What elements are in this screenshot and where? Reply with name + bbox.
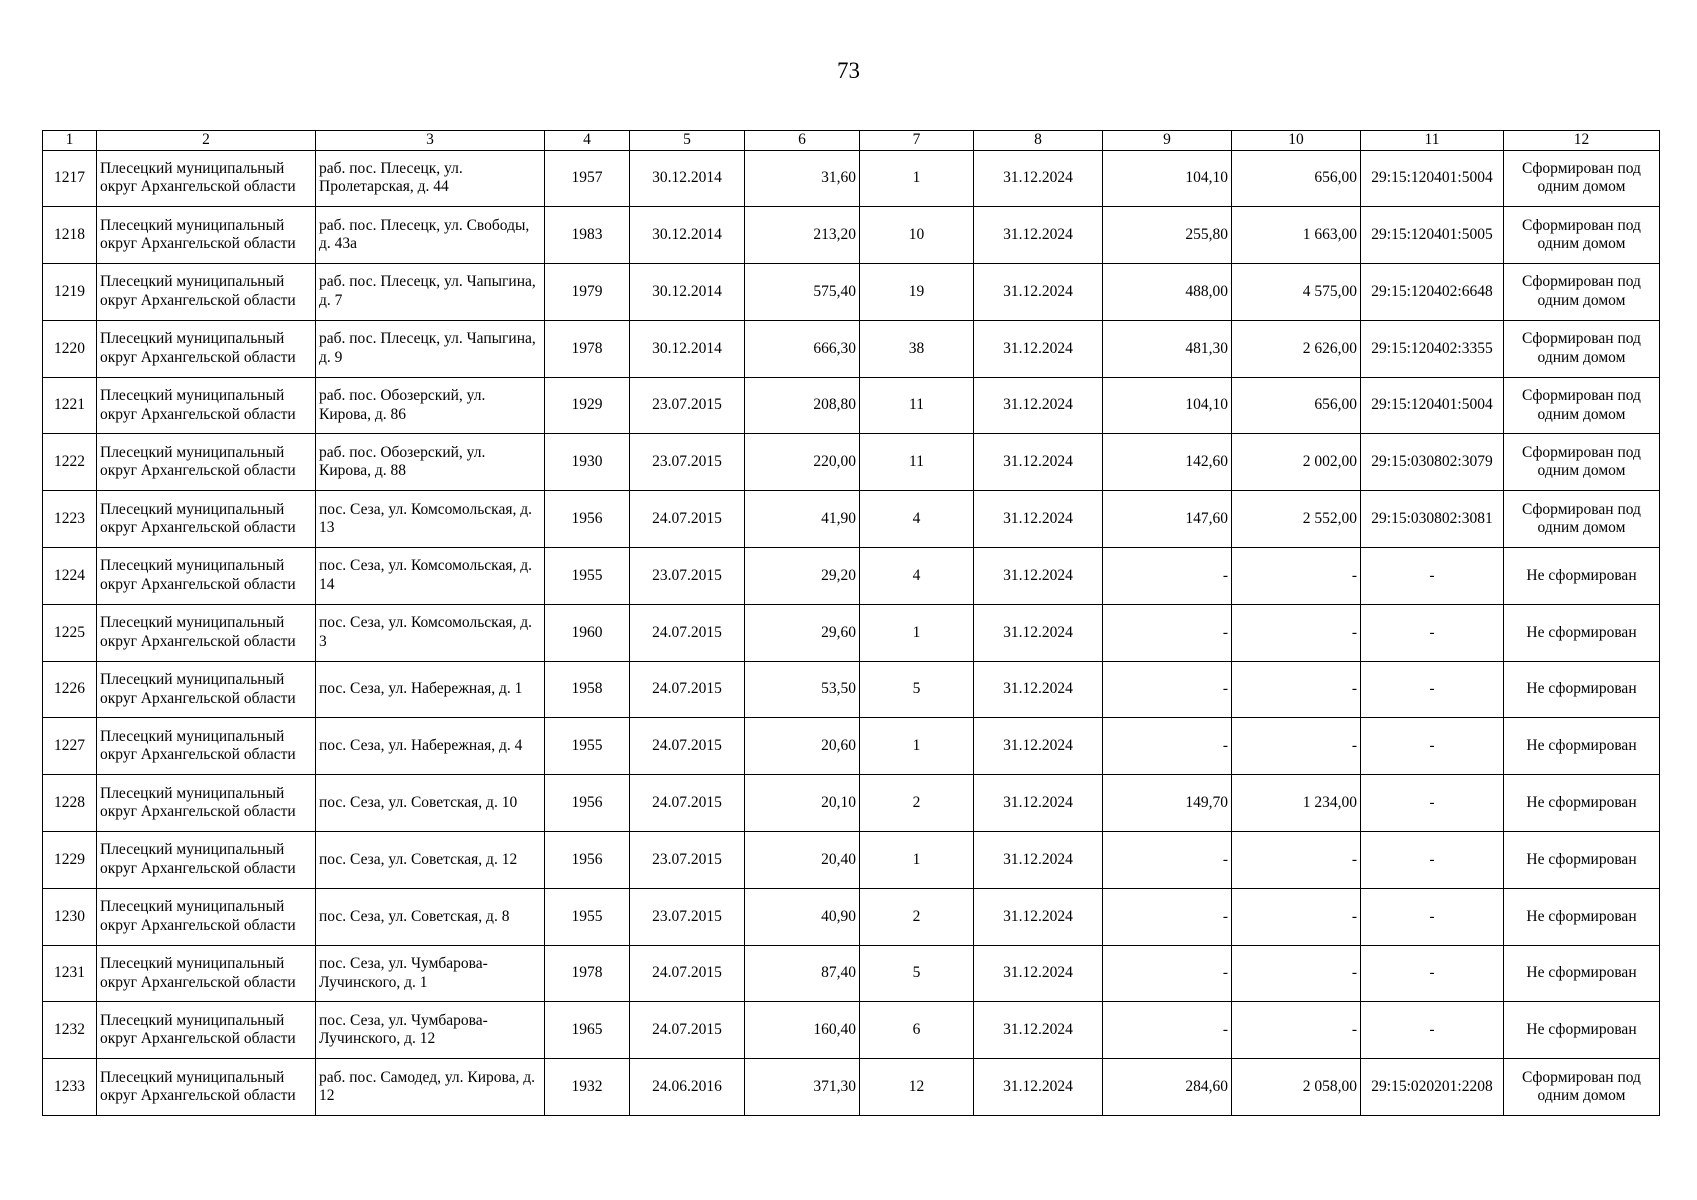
value-cell: 2 002,00	[1232, 434, 1361, 491]
year-built-cell: 1956	[545, 491, 630, 548]
area-cell: 220,00	[745, 434, 860, 491]
municipality-cell: Плесецкий муниципальный округ Архангельской области	[97, 1002, 316, 1059]
row-number: 1223	[43, 491, 97, 548]
value-cell: -	[1232, 832, 1361, 889]
residents-cell: 10	[860, 207, 974, 264]
area-cell: 160,40	[745, 1002, 860, 1059]
date-cell: 30.12.2014	[630, 150, 745, 207]
year-built-cell: 1932	[545, 1059, 630, 1116]
deadline-cell: 31.12.2024	[974, 604, 1103, 661]
area-cell: 40,90	[745, 888, 860, 945]
table-row	[43, 945, 1660, 1002]
area-cell: 20,40	[745, 832, 860, 889]
land-area-cell: 481,30	[1103, 320, 1232, 377]
status-cell: Сформирован под одним домом	[1504, 264, 1660, 321]
row-number: 1221	[43, 377, 97, 434]
cadastral-number-cell: -	[1361, 832, 1504, 889]
municipality-cell: Плесецкий муниципальный округ Архангельской области	[97, 491, 316, 548]
land-area-cell: 284,60	[1103, 1059, 1232, 1116]
cadastral-number-cell: 29:15:120401:5004	[1361, 377, 1504, 434]
deadline-cell: 31.12.2024	[974, 775, 1103, 832]
row-number: 1233	[43, 1059, 97, 1116]
municipality-cell: Плесецкий муниципальный округ Архангельской области	[97, 434, 316, 491]
status-cell: Не сформирован	[1504, 888, 1660, 945]
date-cell: 30.12.2014	[630, 207, 745, 264]
status-cell: Сформирован под одним домом	[1504, 320, 1660, 377]
row-number: 1218	[43, 207, 97, 264]
table-row	[43, 775, 1660, 832]
cadastral-number-cell: 29:15:120401:5005	[1361, 207, 1504, 264]
housing-registry-table	[42, 130, 1660, 1116]
table-row	[43, 491, 1660, 548]
land-area-cell: -	[1103, 604, 1232, 661]
row-number: 1226	[43, 661, 97, 718]
cadastral-number-cell: 29:15:020201:2208	[1361, 1059, 1504, 1116]
residents-cell: 2	[860, 888, 974, 945]
date-cell: 30.12.2014	[630, 320, 745, 377]
year-built-cell: 1979	[545, 264, 630, 321]
area-cell: 20,10	[745, 775, 860, 832]
cadastral-number-cell: -	[1361, 548, 1504, 605]
year-built-cell: 1955	[545, 718, 630, 775]
address-cell: раб. пос. Самодед, ул. Кирова, д. 12	[316, 1059, 545, 1116]
municipality-cell: Плесецкий муниципальный округ Архангельской области	[97, 150, 316, 207]
address-cell: пос. Сеза, ул. Советская, д. 8	[316, 888, 545, 945]
area-cell: 53,50	[745, 661, 860, 718]
land-area-cell: 149,70	[1103, 775, 1232, 832]
municipality-cell: Плесецкий муниципальный округ Архангельской области	[97, 945, 316, 1002]
row-number: 1232	[43, 1002, 97, 1059]
year-built-cell: 1956	[545, 832, 630, 889]
land-area-cell: -	[1103, 718, 1232, 775]
table-row	[43, 377, 1660, 434]
cadastral-number-cell: 29:15:120402:6648	[1361, 264, 1504, 321]
deadline-cell: 31.12.2024	[974, 207, 1103, 264]
status-cell: Сформирован под одним домом	[1504, 434, 1660, 491]
area-cell: 371,30	[745, 1059, 860, 1116]
municipality-cell: Плесецкий муниципальный округ Архангельской области	[97, 264, 316, 321]
municipality-cell: Плесецкий муниципальный округ Архангельской области	[97, 320, 316, 377]
address-cell: раб. пос. Обозерский, ул. Кирова, д. 88	[316, 434, 545, 491]
address-cell: раб. пос. Плесецк, ул. Пролетарская, д. 44	[316, 150, 545, 207]
value-cell: 2 058,00	[1232, 1059, 1361, 1116]
year-built-cell: 1958	[545, 661, 630, 718]
cadastral-number-cell: -	[1361, 604, 1504, 661]
row-number: 1229	[43, 832, 97, 889]
table-row	[43, 320, 1660, 377]
row-number: 1220	[43, 320, 97, 377]
cadastral-number-cell: -	[1361, 661, 1504, 718]
value-cell: 2 626,00	[1232, 320, 1361, 377]
date-cell: 23.07.2015	[630, 434, 745, 491]
column-header: 5	[630, 131, 745, 151]
value-cell: 656,00	[1232, 377, 1361, 434]
table-row	[43, 548, 1660, 605]
column-header: 11	[1361, 131, 1504, 151]
column-header: 9	[1103, 131, 1232, 151]
residents-cell: 11	[860, 377, 974, 434]
address-cell: пос. Сеза, ул. Комсомольская, д. 13	[316, 491, 545, 548]
area-cell: 666,30	[745, 320, 860, 377]
status-cell: Не сформирован	[1504, 661, 1660, 718]
status-cell: Сформирован под одним домом	[1504, 150, 1660, 207]
value-cell: 2 552,00	[1232, 491, 1361, 548]
area-cell: 208,80	[745, 377, 860, 434]
municipality-cell: Плесецкий муниципальный округ Архангельской области	[97, 775, 316, 832]
address-cell: пос. Сеза, ул. Чумбарова-Лучинского, д. 12	[316, 1002, 545, 1059]
address-cell: раб. пос. Плесецк, ул. Чапыгина, д. 7	[316, 264, 545, 321]
deadline-cell: 31.12.2024	[974, 661, 1103, 718]
row-number: 1228	[43, 775, 97, 832]
status-cell: Не сформирован	[1504, 945, 1660, 1002]
residents-cell: 12	[860, 1059, 974, 1116]
residents-cell: 4	[860, 548, 974, 605]
status-cell: Не сформирован	[1504, 775, 1660, 832]
area-cell: 575,40	[745, 264, 860, 321]
municipality-cell: Плесецкий муниципальный округ Архангельской области	[97, 207, 316, 264]
area-cell: 41,90	[745, 491, 860, 548]
column-header: 2	[97, 131, 316, 151]
address-cell: пос. Сеза, ул. Набережная, д. 1	[316, 661, 545, 718]
land-area-cell: 488,00	[1103, 264, 1232, 321]
residents-cell: 1	[860, 832, 974, 889]
row-number: 1222	[43, 434, 97, 491]
residents-cell: 2	[860, 775, 974, 832]
date-cell: 30.12.2014	[630, 264, 745, 321]
cadastral-number-cell: -	[1361, 1002, 1504, 1059]
value-cell: -	[1232, 718, 1361, 775]
area-cell: 29,60	[745, 604, 860, 661]
municipality-cell: Плесецкий муниципальный округ Архангельской области	[97, 1059, 316, 1116]
value-cell: -	[1232, 604, 1361, 661]
area-cell: 29,20	[745, 548, 860, 605]
deadline-cell: 31.12.2024	[974, 832, 1103, 889]
table-body	[43, 150, 1660, 1116]
date-cell: 24.07.2015	[630, 661, 745, 718]
date-cell: 23.07.2015	[630, 888, 745, 945]
residents-cell: 11	[860, 434, 974, 491]
address-cell: раб. пос. Плесецк, ул. Свободы, д. 43а	[316, 207, 545, 264]
year-built-cell: 1930	[545, 434, 630, 491]
year-built-cell: 1957	[545, 150, 630, 207]
status-cell: Не сформирован	[1504, 832, 1660, 889]
residents-cell: 4	[860, 491, 974, 548]
deadline-cell: 31.12.2024	[974, 264, 1103, 321]
status-cell: Не сформирован	[1504, 604, 1660, 661]
area-cell: 20,60	[745, 718, 860, 775]
status-cell: Сформирован под одним домом	[1504, 491, 1660, 548]
year-built-cell: 1978	[545, 945, 630, 1002]
status-cell: Не сформирован	[1504, 1002, 1660, 1059]
cadastral-number-cell: 29:15:030802:3081	[1361, 491, 1504, 548]
row-number: 1224	[43, 548, 97, 605]
deadline-cell: 31.12.2024	[974, 320, 1103, 377]
status-cell: Сформирован под одним домом	[1504, 1059, 1660, 1116]
address-cell: пос. Сеза, ул. Советская, д. 12	[316, 832, 545, 889]
deadline-cell: 31.12.2024	[974, 491, 1103, 548]
table-row	[43, 264, 1660, 321]
status-cell: Сформирован под одним домом	[1504, 207, 1660, 264]
land-area-cell: 147,60	[1103, 491, 1232, 548]
row-number: 1227	[43, 718, 97, 775]
address-cell: пос. Сеза, ул. Комсомольская, д. 3	[316, 604, 545, 661]
residents-cell: 19	[860, 264, 974, 321]
table-row	[43, 150, 1660, 207]
municipality-cell: Плесецкий муниципальный округ Архангельской области	[97, 548, 316, 605]
page-number: 73	[837, 58, 860, 83]
year-built-cell: 1956	[545, 775, 630, 832]
deadline-cell: 31.12.2024	[974, 434, 1103, 491]
deadline-cell: 31.12.2024	[974, 150, 1103, 207]
land-area-cell: -	[1103, 661, 1232, 718]
municipality-cell: Плесецкий муниципальный округ Архангельской области	[97, 377, 316, 434]
row-number: 1225	[43, 604, 97, 661]
year-built-cell: 1960	[545, 604, 630, 661]
land-area-cell: 142,60	[1103, 434, 1232, 491]
year-built-cell: 1955	[545, 548, 630, 605]
residents-cell: 6	[860, 1002, 974, 1059]
column-number-row	[43, 131, 1660, 151]
table-row	[43, 718, 1660, 775]
residents-cell: 5	[860, 945, 974, 1002]
column-header: 1	[43, 131, 97, 151]
date-cell: 24.07.2015	[630, 775, 745, 832]
deadline-cell: 31.12.2024	[974, 377, 1103, 434]
area-cell: 87,40	[745, 945, 860, 1002]
column-header: 3	[316, 131, 545, 151]
value-cell: -	[1232, 548, 1361, 605]
year-built-cell: 1983	[545, 207, 630, 264]
value-cell: -	[1232, 1002, 1361, 1059]
column-header: 12	[1504, 131, 1660, 151]
value-cell: 4 575,00	[1232, 264, 1361, 321]
column-header: 6	[745, 131, 860, 151]
deadline-cell: 31.12.2024	[974, 718, 1103, 775]
address-cell: раб. пос. Обозерский, ул. Кирова, д. 86	[316, 377, 545, 434]
row-number: 1217	[43, 150, 97, 207]
land-area-cell: 104,10	[1103, 150, 1232, 207]
row-number: 1219	[43, 264, 97, 321]
status-cell: Не сформирован	[1504, 548, 1660, 605]
column-header: 10	[1232, 131, 1361, 151]
address-cell: раб. пос. Плесецк, ул. Чапыгина, д. 9	[316, 320, 545, 377]
table-row	[43, 1059, 1660, 1116]
land-area-cell: -	[1103, 945, 1232, 1002]
value-cell: 656,00	[1232, 150, 1361, 207]
cadastral-number-cell: 29:15:120401:5004	[1361, 150, 1504, 207]
year-built-cell: 1929	[545, 377, 630, 434]
table-row	[43, 1002, 1660, 1059]
deadline-cell: 31.12.2024	[974, 548, 1103, 605]
deadline-cell: 31.12.2024	[974, 1002, 1103, 1059]
residents-cell: 38	[860, 320, 974, 377]
address-cell: пос. Сеза, ул. Комсомольская, д. 14	[316, 548, 545, 605]
date-cell: 24.07.2015	[630, 945, 745, 1002]
table-row	[43, 661, 1660, 718]
municipality-cell: Плесецкий муниципальный округ Архангельской области	[97, 832, 316, 889]
cadastral-number-cell: -	[1361, 888, 1504, 945]
table-row	[43, 832, 1660, 889]
address-cell: пос. Сеза, ул. Советская, д. 10	[316, 775, 545, 832]
year-built-cell: 1978	[545, 320, 630, 377]
date-cell: 24.07.2015	[630, 604, 745, 661]
land-area-cell: 255,80	[1103, 207, 1232, 264]
cadastral-number-cell: -	[1361, 718, 1504, 775]
value-cell: -	[1232, 661, 1361, 718]
residents-cell: 1	[860, 718, 974, 775]
deadline-cell: 31.12.2024	[974, 945, 1103, 1002]
table-row	[43, 604, 1660, 661]
cadastral-number-cell: 29:15:120402:3355	[1361, 320, 1504, 377]
land-area-cell: -	[1103, 548, 1232, 605]
land-area-cell: 104,10	[1103, 377, 1232, 434]
land-area-cell: -	[1103, 1002, 1232, 1059]
date-cell: 24.07.2015	[630, 718, 745, 775]
residents-cell: 5	[860, 661, 974, 718]
deadline-cell: 31.12.2024	[974, 1059, 1103, 1116]
municipality-cell: Плесецкий муниципальный округ Архангельской области	[97, 604, 316, 661]
column-header: 4	[545, 131, 630, 151]
residents-cell: 1	[860, 604, 974, 661]
status-cell: Не сформирован	[1504, 718, 1660, 775]
date-cell: 24.07.2015	[630, 1002, 745, 1059]
land-area-cell: -	[1103, 888, 1232, 945]
address-cell: пос. Сеза, ул. Чумбарова-Лучинского, д. 1	[316, 945, 545, 1002]
cadastral-number-cell: 29:15:030802:3079	[1361, 434, 1504, 491]
table-row	[43, 888, 1660, 945]
row-number: 1230	[43, 888, 97, 945]
deadline-cell: 31.12.2024	[974, 888, 1103, 945]
area-cell: 31,60	[745, 150, 860, 207]
row-number: 1231	[43, 945, 97, 1002]
municipality-cell: Плесецкий муниципальный округ Архангельской области	[97, 718, 316, 775]
municipality-cell: Плесецкий муниципальный округ Архангельской области	[97, 661, 316, 718]
value-cell: 1 663,00	[1232, 207, 1361, 264]
value-cell: -	[1232, 945, 1361, 1002]
year-built-cell: 1955	[545, 888, 630, 945]
value-cell: -	[1232, 888, 1361, 945]
land-area-cell: -	[1103, 832, 1232, 889]
municipality-cell: Плесецкий муниципальный округ Архангельской области	[97, 888, 316, 945]
date-cell: 23.07.2015	[630, 548, 745, 605]
value-cell: 1 234,00	[1232, 775, 1361, 832]
status-cell: Сформирован под одним домом	[1504, 377, 1660, 434]
area-cell: 213,20	[745, 207, 860, 264]
year-built-cell: 1965	[545, 1002, 630, 1059]
address-cell: пос. Сеза, ул. Набережная, д. 4	[316, 718, 545, 775]
column-header: 7	[860, 131, 974, 151]
residents-cell: 1	[860, 150, 974, 207]
date-cell: 24.06.2016	[630, 1059, 745, 1116]
date-cell: 24.07.2015	[630, 491, 745, 548]
table-row	[43, 207, 1660, 264]
date-cell: 23.07.2015	[630, 832, 745, 889]
cadastral-number-cell: -	[1361, 775, 1504, 832]
date-cell: 23.07.2015	[630, 377, 745, 434]
cadastral-number-cell: -	[1361, 945, 1504, 1002]
column-header: 8	[974, 131, 1103, 151]
table-row	[43, 434, 1660, 491]
